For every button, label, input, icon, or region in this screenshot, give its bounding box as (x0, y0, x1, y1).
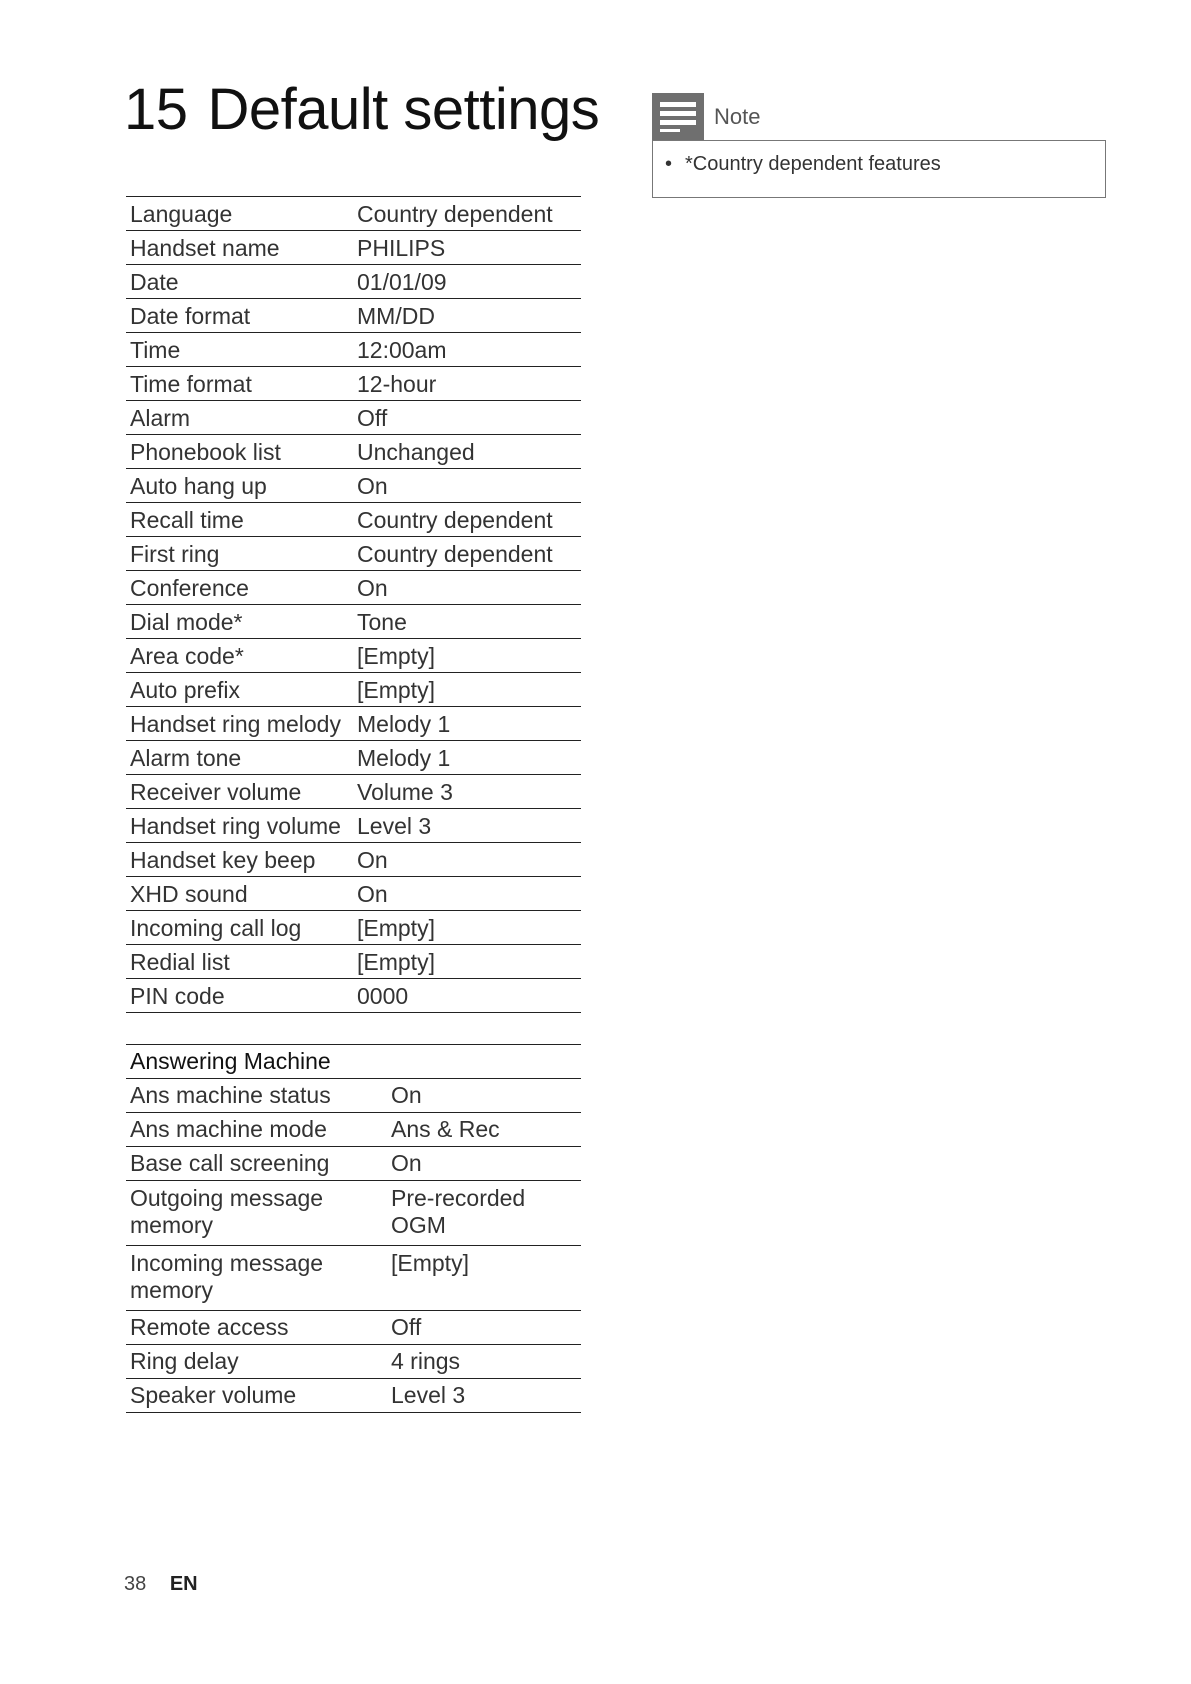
setting-value: Volume 3 (354, 775, 581, 809)
setting-value: Country dependent (354, 537, 581, 571)
table-row (126, 1147, 581, 1181)
table-row (126, 231, 581, 265)
setting-value: PHILIPS (354, 231, 581, 265)
page-number: 38 (124, 1573, 147, 1595)
setting-name: Date format (126, 299, 354, 333)
setting-name: Handset name (126, 231, 354, 265)
setting-value: On (354, 877, 581, 911)
note-list (653, 141, 1105, 176)
am-setting-value: Pre-recorded OGM (387, 1181, 581, 1246)
am-setting-name: Ans machine status (126, 1079, 387, 1113)
table-row (126, 809, 581, 843)
table-row (126, 469, 581, 503)
table-row (126, 401, 581, 435)
setting-name: Phonebook list (126, 435, 354, 469)
setting-name: Handset ring volume (126, 809, 354, 843)
setting-name: Dial mode* (126, 605, 354, 639)
am-setting-value: Off (387, 1311, 581, 1345)
am-setting-value: On (387, 1147, 581, 1181)
table-row (126, 1079, 581, 1113)
setting-value: Melody 1 (354, 707, 581, 741)
am-setting-name: Base call screening (126, 1147, 387, 1181)
setting-value: [Empty] (354, 911, 581, 945)
setting-name: Date (126, 265, 354, 299)
am-setting-name: Incoming message memory (126, 1246, 387, 1311)
setting-name: Time (126, 333, 354, 367)
am-setting-name: Outgoing message memory (126, 1181, 387, 1246)
setting-name: PIN code (126, 979, 354, 1013)
setting-name: Recall time (126, 503, 354, 537)
table-row (126, 571, 581, 605)
setting-name: Handset ring melody (126, 707, 354, 741)
table-row (126, 1345, 581, 1379)
am-setting-value: Level 3 (387, 1379, 581, 1413)
setting-value: On (354, 843, 581, 877)
table-row (126, 299, 581, 333)
setting-value: Tone (354, 605, 581, 639)
setting-name: Time format (126, 367, 354, 401)
table-row (126, 1181, 581, 1246)
chapter-title: Default settings (207, 77, 600, 142)
table-row (126, 741, 581, 775)
note-header (652, 94, 760, 140)
setting-value: [Empty] (354, 639, 581, 673)
default-settings-table (126, 196, 581, 1013)
table-row (126, 673, 581, 707)
setting-name: XHD sound (126, 877, 354, 911)
setting-value: On (354, 571, 581, 605)
setting-value: [Empty] (354, 673, 581, 707)
setting-value: Melody 1 (354, 741, 581, 775)
language-code: EN (169, 1573, 198, 1595)
am-setting-value: On (387, 1079, 581, 1113)
table-row (126, 367, 581, 401)
setting-value: [Empty] (354, 945, 581, 979)
setting-value: Country dependent (354, 503, 581, 537)
table-row (126, 639, 581, 673)
table-row (126, 537, 581, 571)
am-setting-name: Speaker volume (126, 1379, 387, 1413)
table-row (126, 435, 581, 469)
table-row (126, 1246, 581, 1311)
table-row (126, 979, 581, 1013)
setting-name: Area code* (126, 639, 354, 673)
table-row (126, 843, 581, 877)
list-item (665, 153, 1105, 176)
setting-name: Auto prefix (126, 673, 354, 707)
am-setting-name: Ring delay (126, 1345, 387, 1379)
setting-name: Incoming call log (126, 911, 354, 945)
am-setting-value: 4 rings (387, 1345, 581, 1379)
table-row (126, 775, 581, 809)
setting-name: Language (126, 197, 354, 231)
answering-machine-header-row (126, 1045, 581, 1079)
table-row (126, 707, 581, 741)
setting-name: First ring (126, 537, 354, 571)
table-row (126, 265, 581, 299)
setting-name: Redial list (126, 945, 354, 979)
setting-value: Unchanged (354, 435, 581, 469)
page-title (124, 70, 599, 150)
setting-name: Receiver volume (126, 775, 354, 809)
setting-name: Alarm (126, 401, 354, 435)
table-row (126, 333, 581, 367)
answering-machine-table (126, 1044, 581, 1413)
am-setting-value: Ans & Rec (387, 1113, 581, 1147)
table-row (126, 605, 581, 639)
note-label: Note (714, 104, 761, 129)
am-setting-name: Ans machine mode (126, 1113, 387, 1147)
note-text: *Country dependent features (685, 153, 941, 175)
page-footer (124, 1573, 198, 1596)
table-row (126, 1379, 581, 1413)
setting-value: Country dependent (354, 197, 581, 231)
setting-value: 01/01/09 (354, 265, 581, 299)
table-row (126, 945, 581, 979)
table-row (126, 1113, 581, 1147)
setting-value: 12:00am (354, 333, 581, 367)
table-row (126, 197, 581, 231)
setting-value: MM/DD (354, 299, 581, 333)
note-box (652, 140, 1106, 198)
setting-name: Auto hang up (126, 469, 354, 503)
note-icon (652, 93, 704, 141)
table-row (126, 877, 581, 911)
setting-name: Conference (126, 571, 354, 605)
table-row (126, 503, 581, 537)
bullet-icon: • (665, 153, 673, 175)
setting-value: Off (354, 401, 581, 435)
setting-name: Alarm tone (126, 741, 354, 775)
setting-value: 0000 (354, 979, 581, 1013)
am-setting-name: Remote access (126, 1311, 387, 1345)
setting-value: Level 3 (354, 809, 581, 843)
table-row (126, 1311, 581, 1345)
table-row (126, 911, 581, 945)
setting-value: On (354, 469, 581, 503)
setting-name: Handset key beep (126, 843, 354, 877)
chapter-number: 15 (124, 77, 188, 142)
answering-machine-heading: Answering Machine (126, 1045, 581, 1079)
am-setting-value: [Empty] (387, 1246, 581, 1311)
setting-value: 12-hour (354, 367, 581, 401)
